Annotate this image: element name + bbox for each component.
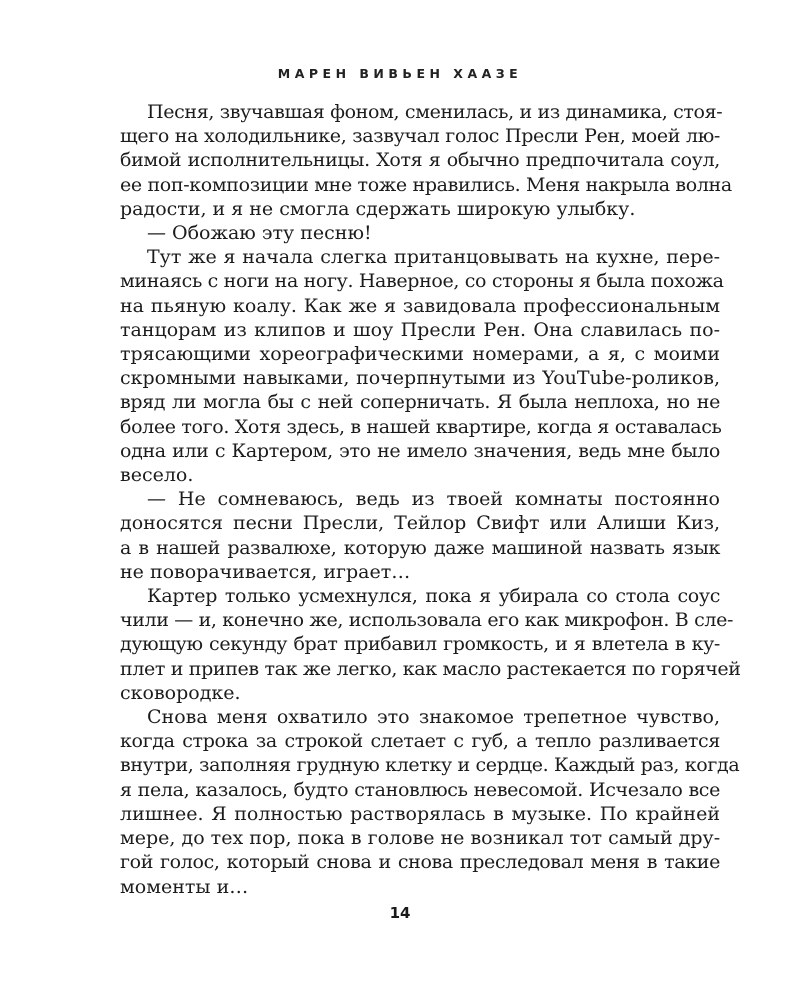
- text-line: Тут же я начала слегка пританцовывать на кухне, пере-: [147, 246, 720, 269]
- text-line: не поворачивается, играет…: [120, 560, 411, 583]
- text-line: гой голос, который снова и снова преследовал меня в такие: [120, 851, 720, 874]
- text-line: весело.: [120, 464, 194, 487]
- text-line: минаясь с ноги на ногу. Наверное, со стороны я была похожа: [120, 270, 724, 293]
- text-line: моменты и…: [120, 875, 249, 898]
- body-text: [120, 100, 741, 899]
- text-line: а в нашей развалюхе, которую даже машиной назвать язык: [120, 536, 720, 559]
- text-line: Снова меня охватило это знакомое трепетное чувство,: [147, 706, 720, 729]
- text-line: ее поп-композиции мне тоже нравились. Меня накрыла волна: [120, 173, 732, 196]
- text-line: внутри, заполняя грудную клетку и сердце. Каждый раз, когда: [120, 754, 740, 777]
- text-line: чили — и, конечно же, использовала его как микрофон. В сле-: [120, 609, 734, 632]
- text-line: лишнее. Я полностью растворялась в музыке. По крайней: [120, 802, 720, 825]
- running-head: МАРЕН ВИВЬЕН ХААЗЕ: [277, 66, 523, 81]
- text-line: Песня, звучавшая фоном, сменилась, и из динамика, стоя-: [147, 101, 723, 123]
- text-line: — Обожаю эту песню!: [147, 222, 372, 245]
- text-line: Картер только усмехнулся, пока я убирала со стола соус: [147, 585, 720, 608]
- text-line: на пьяную коалу. Как же я завидовала профессиональным: [120, 294, 720, 317]
- text-line: скромными навыками, почерпнутыми из YouTube-роликов,: [120, 367, 720, 390]
- text-line: трясающими хореографическими номерами, а я, с моими: [120, 343, 720, 366]
- text-line: вряд ли могла бы с ней соперничать. Я была неплоха, но не: [120, 391, 720, 414]
- text-line: дующую секунду брат прибавил громкость, и я влетела в ку-: [120, 633, 720, 656]
- text-line: мере, до тех пор, пока в голове не возникал тот самый дру-: [120, 827, 721, 850]
- text-line: доносятся песни Пресли, Тейлор Свифт или Алиши Киз,: [120, 512, 720, 535]
- text-line: бимой исполнительницы. Хотя я обычно предпочитала соул,: [120, 149, 720, 172]
- text-line: одна или с Картером, это не имело значения, ведь мне было: [120, 439, 720, 462]
- text-line: щего на холодильнике, зазвучал голос Пресли Рен, моей лю-: [120, 125, 720, 148]
- text-line: — Не сомневаюсь, ведь из твоей комнаты постоянно: [147, 488, 720, 511]
- text-line: когда строка за строкой слетает с губ, а тепло разливается: [120, 730, 720, 753]
- text-line: танцорам из клипов и шоу Пресли Рен. Она славилась по-: [120, 318, 720, 341]
- text-line: радости, и я не смогла сдержать широкую улыбку.: [120, 197, 636, 220]
- text-line: более того. Хотя здесь, в нашей квартире, когда я оставалась: [120, 415, 722, 438]
- text-line: плет и припев так же легко, как масло растекается по горячей: [120, 657, 741, 680]
- text-line: сковородке.: [120, 681, 241, 704]
- text-line: я пела, казалось, будто становлюсь невесомой. Исчезало все: [120, 778, 720, 801]
- page-number: 14: [389, 904, 411, 922]
